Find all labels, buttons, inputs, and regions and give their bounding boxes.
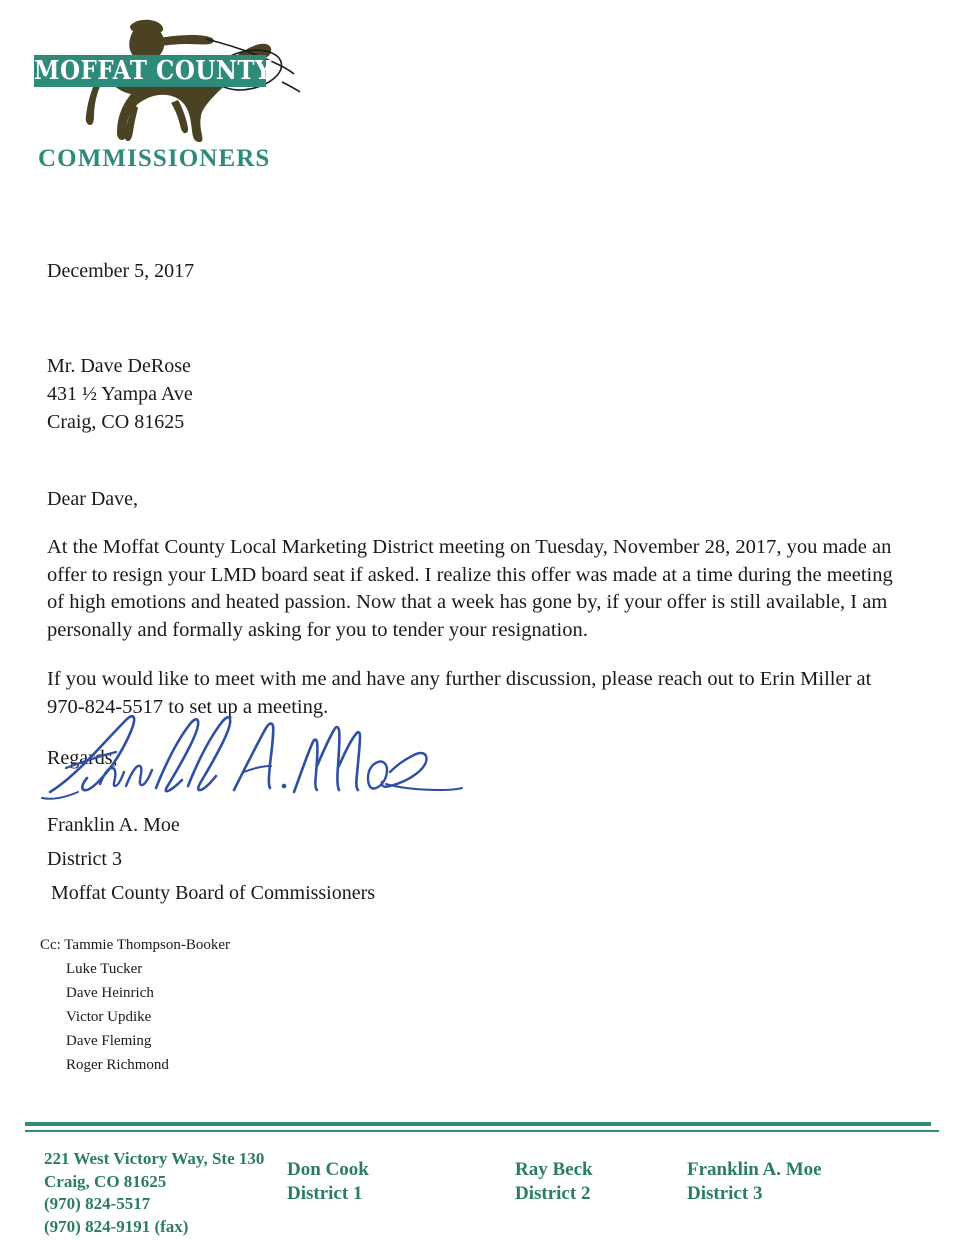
cc-item: Luke Tucker — [66, 961, 143, 977]
recipient-name: Mr. Dave DeRose — [47, 355, 191, 377]
footer-commissioner-district-3 — [687, 1158, 822, 1206]
closing-line: Regards, — [47, 747, 118, 769]
cc-item: Victor Updike — [66, 1009, 152, 1025]
letter-date: December 5, 2017 — [47, 260, 195, 282]
footer-columns — [0, 1148, 957, 1238]
footer-commissioner-district-2 — [515, 1158, 593, 1206]
footer-address-city: Craig, CO 81625 — [44, 1171, 167, 1191]
cc-list — [40, 933, 460, 1077]
footer-commissioner-name: Ray Beck — [515, 1159, 593, 1180]
footer-office-address — [44, 1148, 264, 1238]
signer-name: Franklin A. Moe — [47, 814, 180, 836]
cc-item: Roger Richmond — [66, 1057, 169, 1073]
footer-rule-thin — [25, 1130, 939, 1132]
cc-label-line: Cc: Tammie Thompson-Booker — [40, 937, 231, 953]
moffat-county-banner-text: MOFFAT COUNTY — [34, 55, 272, 86]
letterhead — [0, 0, 957, 200]
footer-address-street: 221 West Victory Way, Ste 130 — [44, 1149, 265, 1168]
moffat-county-banner — [34, 55, 272, 87]
signer-district: District 3 — [47, 848, 122, 870]
letter-body — [47, 258, 909, 771]
signer-board: Moffat County Board of Commissioners — [51, 882, 376, 904]
footer-commissioner-district-1 — [287, 1158, 369, 1206]
footer — [0, 1114, 957, 1240]
footer-phone: (970) 824-5517 — [44, 1194, 151, 1213]
body-paragraph-2: If you would like to meet with me and have any further discussion, please reach out to Erin Miller at 970-824-5517 to set up a meeting. — [47, 668, 872, 718]
footer-rule-thick — [25, 1122, 931, 1126]
footer-commissioner-name: Franklin A. Moe — [687, 1159, 822, 1180]
recipient-street: 431 ½ Yampa Ave — [47, 383, 193, 405]
commissioners-subtitle: COMMISSIONERS — [38, 145, 271, 172]
cc-item: Dave Fleming — [66, 1033, 152, 1049]
footer-commissioner-district: District 1 — [287, 1183, 363, 1204]
footer-commissioner-district: District 3 — [687, 1183, 763, 1204]
body-paragraph-1: At the Moffat County Local Marketing District meeting on Tuesday, November 28, 2017, you made an offer to resign your LMD board seat if asked. I realize this offer was made at a time during the meeting of high emotions and heated passion. Now that a week has gone by, if your offer is still available, I am personally and formally asking for you to tender your resignation. — [47, 536, 893, 641]
handwritten-signature-icon — [38, 706, 468, 806]
footer-fax: (970) 824-9191 (fax) — [44, 1216, 189, 1236]
recipient-address-block — [47, 352, 909, 436]
cc-item: Dave Heinrich — [66, 985, 154, 1001]
signer-block — [47, 808, 647, 910]
footer-commissioner-district: District 2 — [515, 1183, 591, 1204]
recipient-city-state-zip: Craig, CO 81625 — [47, 411, 185, 433]
salutation: Dear Dave, — [47, 488, 139, 510]
footer-commissioner-name: Don Cook — [287, 1159, 369, 1180]
